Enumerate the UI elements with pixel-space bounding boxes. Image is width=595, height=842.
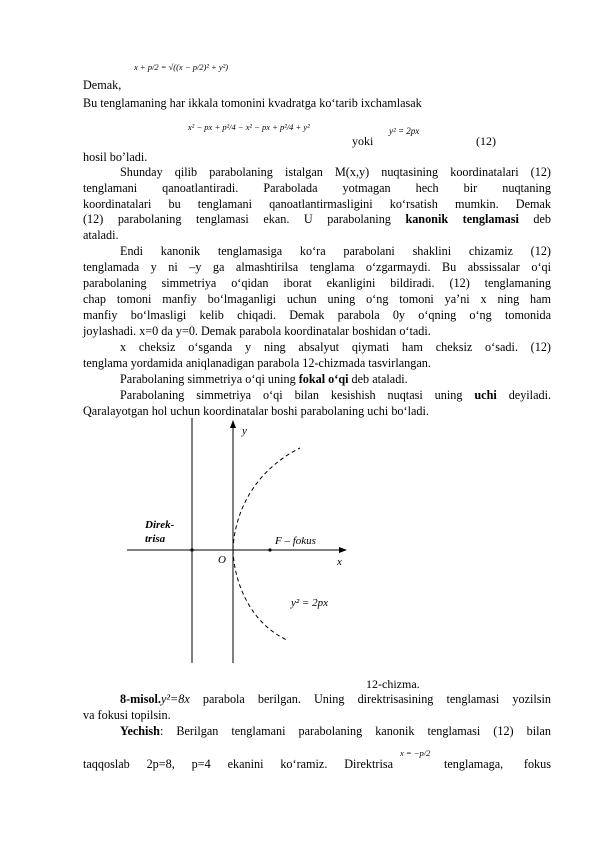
term-fokal: fokal o‘qi [298,372,349,386]
text-line: hosil bo’ladi. [83,150,148,164]
equation-4: x = −p/2 [400,748,431,758]
text-line: chap tomoni manfiy bo‘lmaganligi uchun uning o‘ng tomoni ya’ni x ning ham [83,292,551,306]
figure-caption: 12-chizma. [366,677,420,691]
text-line: parabolaning simmetriya o‘qidan iborat ekanligini bildiradi. (12) tenglamaning [83,276,551,290]
text-line: x cheksiz o‘sganda y ning absalyut qiymati ham cheksiz o‘sadi. (12) [120,340,551,354]
text-line: taqqoslab 2p=8, p=4 ekanini ko‘ramiz. Direktrisa [83,757,393,771]
text-line: tenglamada y ni –y ga almashtirilsa tenglama o‘zgarmaydi. Bu abssissalar o‘qi [83,260,551,274]
term-uchi: uchi [474,388,497,402]
text-span: deb ataladi. [351,372,408,386]
y-axis-arrow [230,420,236,428]
directrix-label-line1: Direk- [145,519,175,531]
text-line: joylashadi. x=0 da y=0. Demak parabola koordinatalar boshidan o‘tadi. [83,324,431,338]
text-span: : Berilgan tenglamani parabolaning kanonik tenglamasi (12) bilan [159,724,551,738]
curve-label: y² = 2px [291,597,328,609]
text-line: ataladi. [83,228,119,242]
text-line: manfiy bo‘lmasligi kelib chiqadi. Demak parabola 0y o‘qning o‘ng tomonida [83,308,551,322]
text-line: Shunday qilib parabolaning istalgan M(x,y) nuqtasining koordinatalari (12) [120,165,551,179]
text-span: Parabolaning simmetriya o‘qi bilan kesishish nuqtasi uning [120,388,463,402]
example-label: 8-misol. [120,692,161,706]
text-span: (12) parabolaning tenglamasi ekan. U parabolaning [83,212,391,226]
text-line: tenglamaga, fokus [444,757,551,771]
text-span: deyiladi. [508,388,552,402]
text-line [83,78,551,93]
parabola-lower-branch [233,550,287,640]
text-demak: Demak, [83,78,122,92]
directrix-label-line2: trisa [145,533,166,545]
text-span: Parabolaning simmetriya o‘qi uning [120,372,296,386]
focus-label: F – fokus [275,535,316,547]
text-yoki: yoki [352,134,374,148]
text-line: va fokusi topilsin. [83,708,171,722]
x-axis-arrow [339,547,347,553]
text-line [83,212,551,227]
origin-label: O [218,554,226,566]
text-line [120,692,551,707]
text-line: Endi kanonik tenglamasiga ko‘ra parabolani shaklini chizamiz (12) [120,244,551,258]
parabola-figure [115,418,375,668]
equation-2: x² − px + p²/4 − x² − px + p²/4 + y² [188,122,310,132]
text-line: tenglamani qanoatlantiradi. Parabolada yotmagan hech bir nuqtaning [83,181,551,195]
text-line [120,372,551,387]
y-axis-label: y [242,425,247,437]
text-line [120,724,551,739]
text-line [120,388,551,403]
example-equation: y²=8x [160,692,190,706]
term-kanonik: kanonik tenglamasi [405,212,519,226]
text-line: tenglama yordamida aniqlanadigan parabola 12-chizmada tasvirlangan. [83,356,431,370]
text-span: parabola berilgan. Uning direktrisasining tenglamasi yozilsin [202,692,551,706]
focus-point [268,548,271,551]
solution-label: Yechish [120,724,160,738]
equation-1: x + p/2 = √((x − p/2)² + y²) [134,62,229,72]
directrix-point [190,548,193,551]
text-line: Bu tenglamaning har ikkala tomonini kvadratga ko‘tarib ixchamlasak [83,96,422,110]
x-axis-label: x [337,556,342,568]
text-line: Qaralayotgan hol uchun koordinatalar boshi parabolaning uchi bo‘ladi. [83,404,429,418]
text-span: deb [533,212,552,226]
equation-number: (12) [476,134,496,148]
equation-3: y² = 2px [389,126,420,136]
text-line: koordinatalari bu tenglamani qanoatlantirmasligini ko‘rsatish mumkin. Demak [83,197,551,211]
